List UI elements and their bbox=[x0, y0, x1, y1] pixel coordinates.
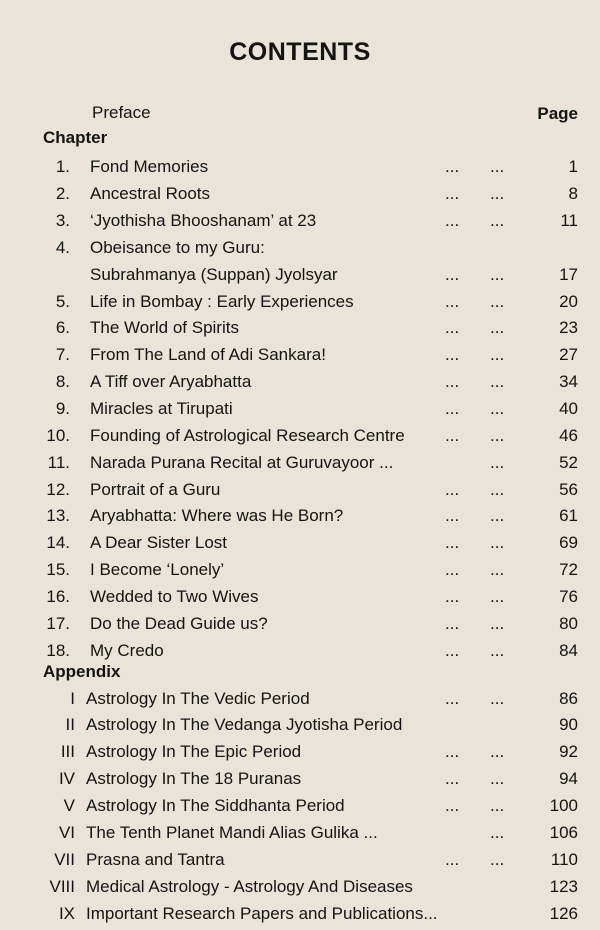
chapter-number: 15. bbox=[46, 560, 70, 579]
leader-dots: ... bbox=[445, 587, 460, 606]
page-number: 126 bbox=[549, 904, 578, 923]
chapter-number: 3. bbox=[55, 211, 70, 230]
appendix-entry[interactable] bbox=[0, 689, 600, 715]
page-number: 40 bbox=[559, 399, 578, 418]
entry-title: Life in Bombay : Early Experiences bbox=[90, 292, 354, 311]
entry-title: From The Land of Adi Sankara! bbox=[90, 345, 326, 364]
page-column-header: Page bbox=[537, 104, 578, 123]
entry-title: Obeisance to my Guru: bbox=[90, 238, 265, 257]
chapter-number: 17. bbox=[46, 614, 70, 633]
chapter-number: 18. bbox=[46, 641, 70, 660]
page-number: 123 bbox=[549, 877, 578, 896]
leader-dots: ... bbox=[445, 850, 460, 869]
leader-dots: ... bbox=[490, 265, 505, 284]
leader-dots: ... bbox=[445, 399, 460, 418]
chapter-heading: Chapter bbox=[43, 128, 108, 147]
entry-title: Founding of Astrological Research Centre bbox=[90, 426, 405, 445]
leader-dots: ... bbox=[490, 823, 505, 842]
page-number: 11 bbox=[560, 211, 578, 230]
chapter-number: 11. bbox=[47, 453, 70, 472]
leader-dots: ... bbox=[445, 480, 460, 499]
page-number: 110 bbox=[550, 850, 578, 869]
chapter-number: 2. bbox=[55, 184, 70, 203]
page-number: 86 bbox=[559, 689, 578, 708]
appendix-entry[interactable] bbox=[0, 850, 600, 876]
page-number: 72 bbox=[559, 560, 578, 579]
entry-title: Astrology In The Epic Period bbox=[86, 742, 302, 761]
appendix-entry[interactable] bbox=[0, 823, 600, 849]
leader-dots: ... bbox=[490, 480, 505, 499]
entry-title: Astrology In The Vedic Period bbox=[86, 689, 310, 708]
toc-entry[interactable] bbox=[0, 372, 600, 398]
toc-entry[interactable] bbox=[0, 211, 600, 237]
entry-title: Fond Memories bbox=[90, 157, 209, 176]
entry-title: Miracles at Tirupati bbox=[90, 399, 233, 418]
entry-title: Astrology In The 18 Puranas bbox=[86, 769, 302, 788]
entry-title: Narada Purana Recital at Guruvayoor ... bbox=[90, 453, 394, 472]
entry-title: Wedded to Two Wives bbox=[90, 587, 259, 606]
leader-dots: ... bbox=[490, 689, 505, 708]
leader-dots: ... bbox=[445, 506, 460, 525]
page-number: 80 bbox=[559, 614, 578, 633]
leader-dots: ... bbox=[445, 265, 460, 284]
leader-dots: ... bbox=[490, 157, 505, 176]
entry-title: Medical Astrology - Astrology And Diseases bbox=[86, 877, 413, 896]
entry-title: Important Research Papers and Publications... bbox=[86, 904, 438, 923]
leader-dots: ... bbox=[445, 426, 460, 445]
toc-entry[interactable] bbox=[0, 265, 600, 291]
page-number: 61 bbox=[559, 506, 578, 525]
page-number: 106 bbox=[549, 823, 578, 842]
leader-dots: ... bbox=[445, 533, 460, 552]
leader-dots: ... bbox=[445, 184, 460, 203]
page-number: 69 bbox=[559, 533, 578, 552]
chapter-number: 10. bbox=[46, 426, 70, 445]
entry-title: I Become ‘Lonely’ bbox=[90, 560, 225, 579]
leader-dots: ... bbox=[445, 560, 460, 579]
entry-title: The World of Spirits bbox=[90, 318, 239, 337]
leader-dots: ... bbox=[445, 345, 460, 364]
leader-dots: ... bbox=[445, 292, 460, 311]
leader-dots: ... bbox=[445, 372, 460, 391]
appendix-number: I bbox=[70, 689, 75, 708]
entry-title: Aryabhatta: Where was He Born? bbox=[90, 506, 344, 525]
toc-entry[interactable] bbox=[0, 426, 600, 452]
leader-dots: ... bbox=[490, 796, 505, 815]
chapter-number: 16. bbox=[46, 587, 70, 606]
leader-dots: ... bbox=[490, 345, 505, 364]
leader-dots: ... bbox=[490, 769, 505, 788]
chapter-number: 12. bbox=[46, 480, 70, 499]
leader-dots: ... bbox=[445, 742, 460, 761]
page-number: 46 bbox=[559, 426, 578, 445]
entry-title: Subrahmanya (Suppan) Jyolsyar bbox=[90, 265, 338, 284]
entry-title: Do the Dead Guide us? bbox=[90, 614, 268, 633]
appendix-number: VII bbox=[54, 850, 75, 869]
appendix-number: VI bbox=[58, 823, 75, 842]
chapter-number: 9. bbox=[55, 399, 70, 418]
toc-entry[interactable] bbox=[0, 292, 600, 318]
chapter-number: 4. bbox=[55, 238, 70, 257]
appendix-heading: Appendix bbox=[43, 662, 121, 681]
toc-entry[interactable] bbox=[0, 399, 600, 425]
chapter-number: 8. bbox=[55, 372, 70, 391]
toc-entry[interactable] bbox=[0, 480, 600, 506]
leader-dots: ... bbox=[490, 506, 505, 525]
leader-dots: ... bbox=[445, 769, 460, 788]
leader-dots: ... bbox=[490, 318, 505, 337]
entry-title: Portrait of a Guru bbox=[90, 480, 221, 499]
leader-dots: ... bbox=[490, 614, 505, 633]
leader-dots: ... bbox=[490, 184, 505, 203]
appendix-number: II bbox=[65, 715, 75, 734]
appendix-number: V bbox=[63, 796, 75, 815]
toc-entry[interactable] bbox=[0, 614, 600, 640]
chapter-number: 5. bbox=[55, 292, 70, 311]
chapter-number: 6. bbox=[55, 318, 70, 337]
entry-title: A Dear Sister Lost bbox=[90, 533, 228, 552]
toc-entry[interactable] bbox=[0, 238, 600, 264]
toc-entry[interactable] bbox=[0, 506, 600, 532]
leader-dots: ... bbox=[490, 399, 505, 418]
page-number: 1 bbox=[568, 157, 578, 176]
leader-dots: ... bbox=[445, 641, 460, 660]
appendix-number: VIII bbox=[49, 877, 75, 896]
appendix-number: IX bbox=[58, 904, 75, 923]
page-number: 23 bbox=[559, 318, 578, 337]
page-title: CONTENTS bbox=[229, 38, 371, 66]
leader-dots: ... bbox=[490, 453, 505, 472]
leader-dots: ... bbox=[445, 211, 460, 230]
chapter-number: 14. bbox=[46, 533, 70, 552]
toc-entry[interactable] bbox=[0, 318, 600, 344]
appendix-entry[interactable] bbox=[0, 715, 600, 741]
appendix-entry[interactable] bbox=[0, 904, 600, 930]
page-number: 8 bbox=[568, 184, 578, 203]
toc-entry[interactable] bbox=[0, 184, 600, 210]
page-number: 100 bbox=[549, 796, 578, 815]
leader-dots: ... bbox=[490, 292, 505, 311]
toc-entry[interactable] bbox=[0, 157, 600, 183]
page-number: 90 bbox=[559, 715, 578, 734]
appendix-number: III bbox=[60, 742, 75, 761]
leader-dots: ... bbox=[445, 689, 460, 708]
leader-dots: ... bbox=[445, 318, 460, 337]
entry-title: ‘Jyothisha Bhooshanam’ at 23 bbox=[90, 211, 317, 230]
chapter-number: 7. bbox=[55, 345, 70, 364]
entry-title: The Tenth Planet Mandi Alias Gulika ... bbox=[86, 823, 378, 842]
appendix-number: IV bbox=[58, 769, 75, 788]
toc-entry[interactable] bbox=[0, 533, 600, 559]
leader-dots: ... bbox=[490, 372, 505, 391]
page-number: 76 bbox=[559, 587, 578, 606]
toc-entry[interactable] bbox=[0, 560, 600, 586]
page-number: 92 bbox=[559, 742, 578, 761]
leader-dots: ... bbox=[490, 641, 505, 660]
leader-dots: ... bbox=[490, 742, 505, 761]
page-number: 94 bbox=[559, 769, 578, 788]
appendix-entry[interactable] bbox=[0, 796, 600, 822]
page-number: 27 bbox=[559, 345, 578, 364]
preface-label: Preface bbox=[92, 103, 151, 122]
leader-dots: ... bbox=[490, 426, 505, 445]
page-number: 20 bbox=[559, 292, 578, 311]
page-number: 56 bbox=[559, 480, 578, 499]
leader-dots: ... bbox=[490, 560, 505, 579]
page-number: 17 bbox=[559, 265, 578, 284]
entry-title: Prasna and Tantra bbox=[86, 850, 225, 869]
entry-title: A Tiff over Aryabhatta bbox=[90, 372, 252, 391]
leader-dots: ... bbox=[445, 614, 460, 633]
leader-dots: ... bbox=[490, 850, 505, 869]
leader-dots: ... bbox=[490, 533, 505, 552]
toc-entry[interactable] bbox=[0, 587, 600, 613]
appendix-entry[interactable] bbox=[0, 742, 600, 768]
page-number: 52 bbox=[559, 453, 578, 472]
toc-entry[interactable] bbox=[0, 345, 600, 371]
page-number: 34 bbox=[559, 372, 578, 391]
entry-title: My Credo bbox=[90, 641, 164, 660]
leader-dots: ... bbox=[490, 587, 505, 606]
appendix-entry[interactable] bbox=[0, 877, 600, 903]
chapter-number: 1. bbox=[55, 157, 70, 176]
appendix-entry[interactable] bbox=[0, 769, 600, 795]
chapter-number: 13. bbox=[46, 506, 70, 525]
leader-dots: ... bbox=[445, 796, 460, 815]
leader-dots: ... bbox=[445, 157, 460, 176]
entry-title: Astrology In The Vedanga Jyotisha Period bbox=[86, 715, 403, 734]
entry-title: Ancestral Roots bbox=[90, 184, 210, 203]
toc-entry[interactable] bbox=[0, 453, 600, 479]
page-number: 84 bbox=[559, 641, 578, 660]
entry-title: Astrology In The Siddhanta Period bbox=[86, 796, 345, 815]
leader-dots: ... bbox=[490, 211, 505, 230]
